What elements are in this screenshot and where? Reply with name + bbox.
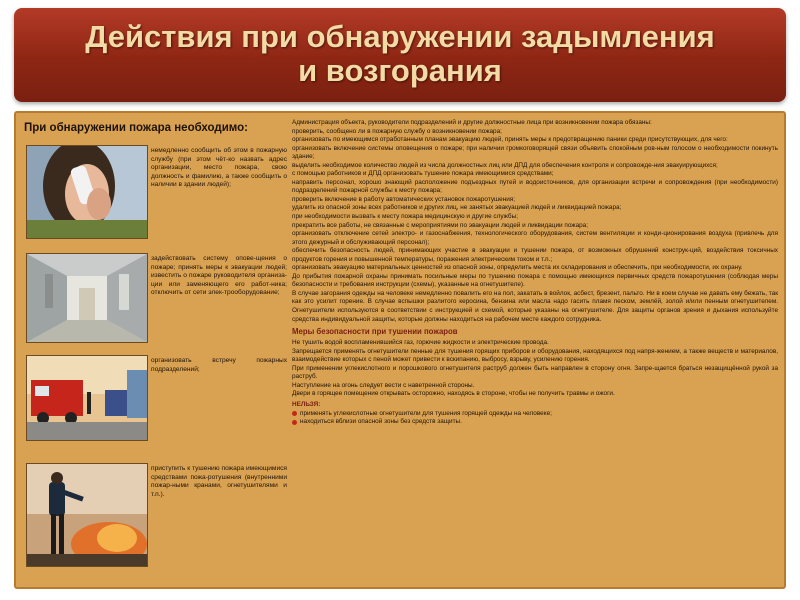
instruction-line: проверить, сообщено ли в пожарную службу о возникновении пожара; bbox=[292, 127, 502, 135]
instruction-line: обеспечить безопасность людей, принимающих участие в эвакуации и тушении пожара, от возможных обрушений конструк-ций, воздействия токсичных продуктов горения и повышенной температуры, поражения электрическим током и т.п.; bbox=[292, 247, 778, 263]
instruction-line: прекратить все работы, не связанные с мероприятиями по эвакуации людей и ликвидации пожара; bbox=[292, 221, 589, 229]
step-extinguish bbox=[24, 463, 288, 567]
instruction-line: с помощью работников и ДПД организовать тушение пожара имеющимися средствами; bbox=[292, 170, 554, 178]
step-3-text: организовать встречу пожарных подразделений; bbox=[151, 357, 287, 373]
photo-corridor bbox=[26, 253, 148, 343]
prohibited-item bbox=[292, 410, 778, 419]
instruction-line: при необходимости вызвать к месту пожара медицинскую и другие службы; bbox=[292, 213, 518, 221]
prohibited-item-text: применять углекислотные огнетушители для тушения горящей одежды на человеке; bbox=[300, 409, 552, 417]
title-banner bbox=[14, 8, 786, 102]
left-heading: При обнаружении пожара необходимо: bbox=[24, 122, 248, 134]
safety-line: При применении углекислотного и порошкового огнетушителя раструб должен быть направлен в сторону огня. Запре-щается браться незащищённой рукой за раструб. bbox=[292, 364, 778, 381]
instruction-line: организовать отключение сетей электро- и газоснабжения, технологического оборудования, систем вентиляции и конди-ционирования воздуха (привлечь для этого дежурный и обслуживающий персонал); bbox=[292, 230, 778, 246]
safety-line: Запрещается применять огнетушители пенные для тушения горящих приборов и оборудования, находящихся под напря-жением, а также веществ и материалов, взаимодействие которых с пеной может привести к вскипанию, выбросу, взрыву, усилению горения. bbox=[292, 347, 778, 364]
instruction-line: выделить необходимое количество людей из числа должностных лиц или ДПД для обеспечения контроля и сопровожде-ния эвакуирующихся; bbox=[292, 161, 718, 169]
prohibited-item-text: находиться вблизи опасной зоны без средств защиты. bbox=[300, 418, 462, 426]
step-1-text: немедленно сообщить об этом в пожарную службу (при этом чёт-ко назвать адрес организации, место пожара, свою должность и фамилию, а также сообщить о наличии в здании людей); bbox=[151, 147, 287, 189]
instruction-line: проверить включение в работу автоматических установок пожаротушения; bbox=[292, 195, 516, 203]
right-column bbox=[292, 119, 778, 583]
instruction-line: организовать по имеющимся отработанным планам эвакуацию людей, принять меры к предотвращению паники среди присутствующих, для чего: bbox=[292, 136, 728, 144]
prohibited-item bbox=[292, 418, 778, 427]
step-call bbox=[24, 145, 288, 241]
instruction-line: удалить из опасной зоны всех работников и других лиц, не занятых эвакуацией людей и ликвидацией пожара; bbox=[292, 204, 622, 212]
instruction-paragraph: В случае загорания одежды на человеке немедленно повалить его на пол, закатать в войлок, асбест, брезент, пальто. Ни в коем случае не давать ему бежать, так как это усилит горение. В случае вспышки разлитого керосина, бензина или масла надо гасить пламя песком, землёй, золой и/или пенным огнетушителем. Огнетушители используются в соответствии с инструкцией и схемой, которые указаны на огнетушителе. Для защиты органов зрения и дыхания используйте средства индивидуальной защиты, которые должны находиться на рабочем месте каждого сотрудника. bbox=[292, 289, 778, 323]
safety-line: Двери в горящее помещение открывать осторожно, находясь в стороне, чтобы не получить травмы и ожоги. bbox=[292, 390, 615, 398]
step-meet-firefighters bbox=[24, 355, 288, 441]
title-line-2: и возгорания bbox=[298, 53, 502, 88]
instruction-line: направить персонал, хорошо знающий расположение подъездных путей и водоисточников, для организации встречи и сопровождения (при необходимости) подразделений пожарной службы к месту пожара; bbox=[292, 178, 778, 195]
photo-phone-call bbox=[26, 145, 148, 239]
instruction-line: организовать эвакуацию материальных ценностей из опасной зоны, определить места их складирования и обеспечить, при необходимости, их охрану. bbox=[292, 264, 743, 272]
bullet-dot-icon bbox=[292, 411, 297, 416]
instruction-line: организовать включение системы оповещения о пожаре; при наличии громкоговорящей связи объявить спокойным ров-ным голосом о необходимости покинуть здание; bbox=[292, 144, 778, 161]
safety-line: Наступление на огонь следует вести с наветренной стороны. bbox=[292, 381, 475, 389]
step-2-text: задействовать систему опове-щения о пожаре; принять меры к эвакуации людей; известить о пожаре руководителя организа-ции или заменяющего его работ-ника; отключить от сети элек-трооборудование; bbox=[151, 255, 287, 297]
step-evacuate bbox=[24, 253, 288, 345]
safety-line: Не тушить водой воспламенившийся газ, горючие жидкости и электрические провода. bbox=[292, 339, 549, 347]
left-column bbox=[24, 121, 288, 581]
title-line-1: Действия при обнаружении задымления bbox=[85, 19, 715, 54]
instruction-paragraph: До прибытия пожарной охраны принимать посильные меры по тушению пожара с помощью имеющихся первичных средств пожаротушения (соблюдая меры безопасности и требования инструкции (схемы), указанные на огнетушителе). bbox=[292, 272, 778, 289]
prohibited-heading: НЕЛЬЗЯ: bbox=[292, 400, 321, 408]
step-4-text: приступить к тушению пожара имеющимися средствами пожа-ротушения (внутренними пожар-ными кранами, огнетушителями и т.п.). bbox=[151, 465, 287, 498]
instruction-line: Администрация объекта, руководители подразделений и другие должностные лица при возникновении пожара обязаны: bbox=[292, 119, 652, 126]
page-title bbox=[14, 20, 786, 88]
photo-fire-trucks bbox=[26, 355, 148, 441]
content-panel bbox=[14, 111, 786, 589]
bullet-dot-icon bbox=[292, 420, 297, 425]
safety-title: Меры безопасности при тушении пожаров bbox=[292, 327, 458, 337]
photo-extinguishing bbox=[26, 463, 148, 567]
